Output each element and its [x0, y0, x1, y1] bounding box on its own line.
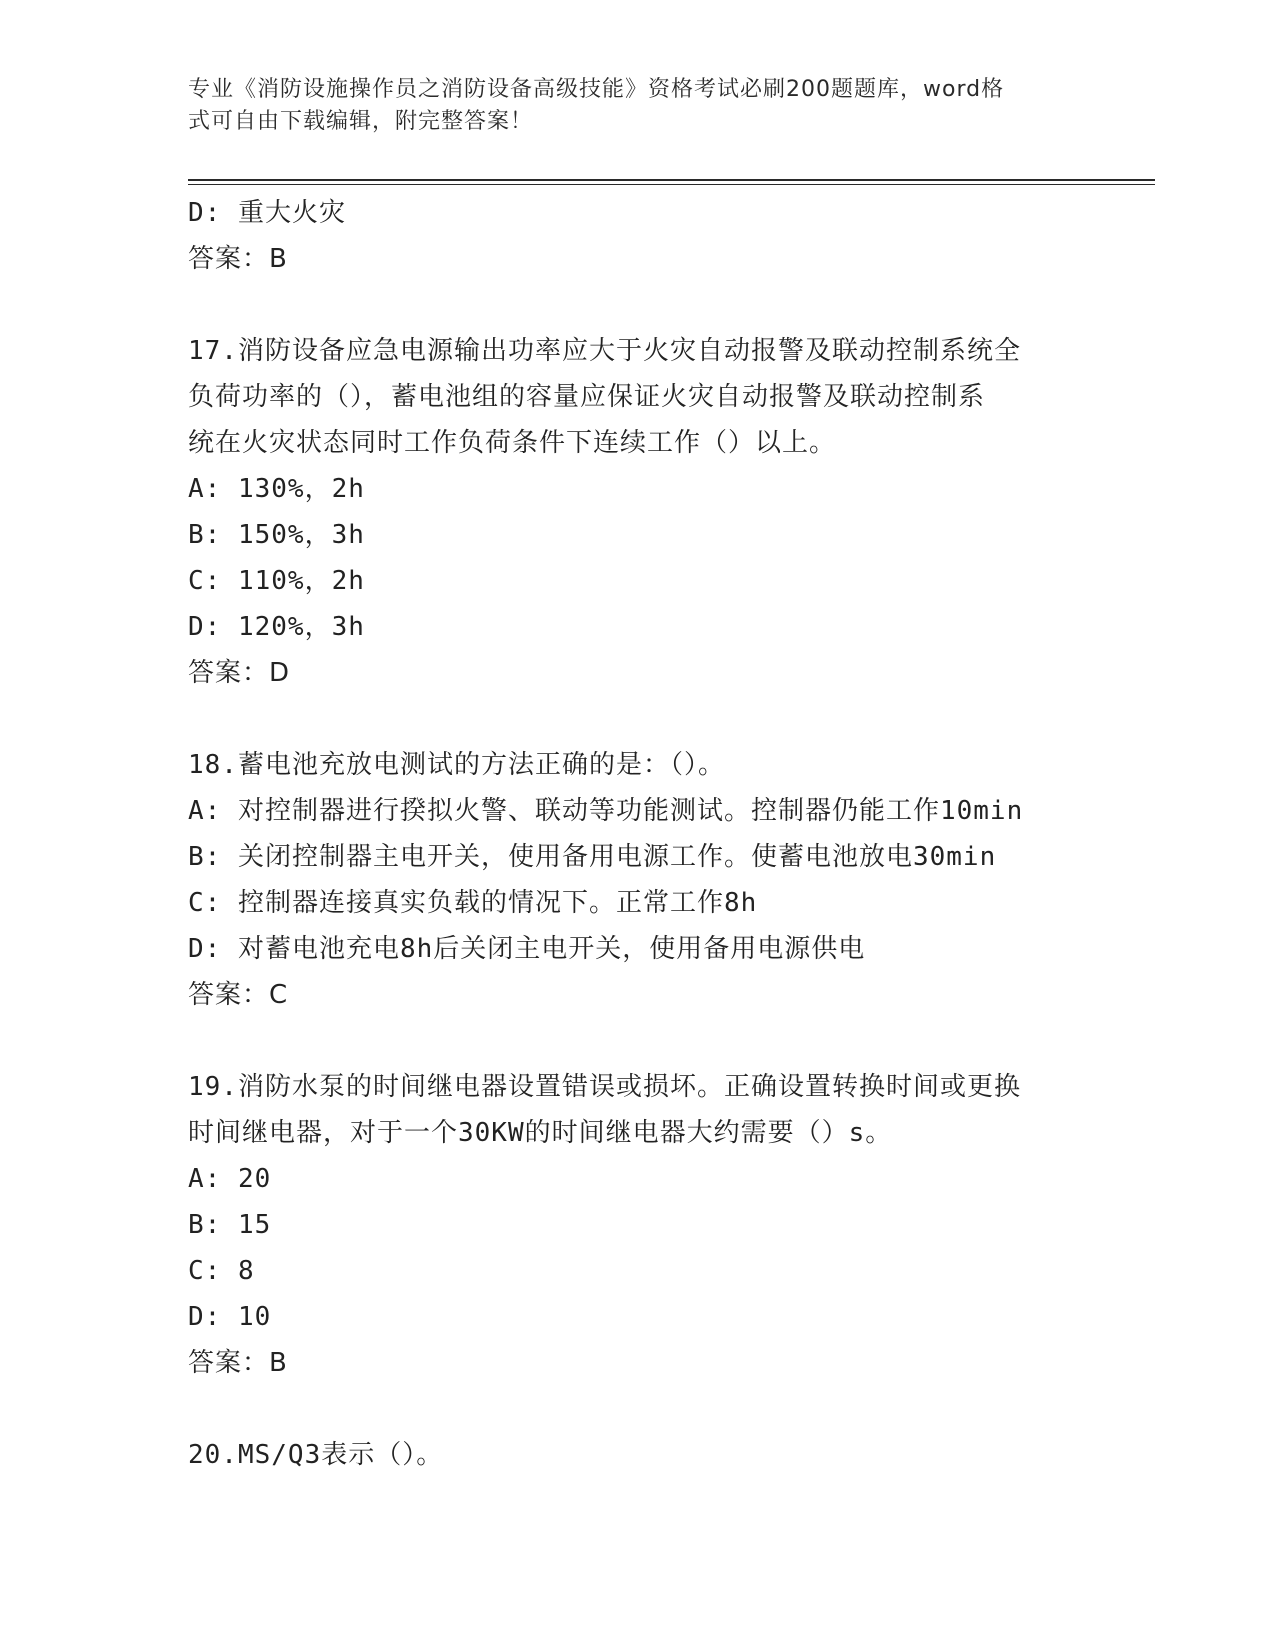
question-18-option-a: A: 对控制器进行揆拟火警、联动等功能测试。控制器仍能工作10min	[188, 796, 1024, 826]
question-18-option-b: B: 关闭控制器主电开关，使用备用电源工作。使蓄电池放电30min	[188, 842, 997, 872]
question-18-answer: 答案：C	[188, 980, 289, 1010]
prev-answer: 答案：B	[188, 244, 288, 274]
question-17-option-c: C: 110%，2h	[188, 566, 365, 596]
question-17-option-a: A: 130%，2h	[188, 474, 365, 504]
header-line-2: 式可自由下载编辑，附完整答案！	[188, 109, 534, 134]
document-header	[188, 74, 1068, 138]
question-17	[188, 328, 1088, 696]
question-18	[188, 742, 1088, 1018]
question-20	[188, 1432, 1088, 1478]
header-rule-thin	[188, 184, 1155, 185]
question-18-option-c: C: 控制器连接真实负载的情况下。正常工作8h	[188, 888, 758, 918]
question-20-text-line-1: 20.MS/Q3表示（）。	[188, 1440, 444, 1470]
prev-option-d: D: 重大火灾	[188, 198, 346, 228]
question-18-text-line-1: 18.蓄电池充放电测试的方法正确的是：（）。	[188, 750, 725, 780]
spacer	[188, 1386, 1088, 1432]
question-17-answer: 答案：D	[188, 658, 291, 688]
question-19-answer: 答案：B	[188, 1348, 288, 1378]
header-rule-thick	[188, 179, 1155, 181]
question-17-text-line-2: 负荷功率的（），蓄电池组的容量应保证火灾自动报警及联动控制系	[188, 382, 986, 412]
header-line-1: 专业《消防设施操作员之消防设备高级技能》资格考试必刷200题题库，word格	[188, 77, 1005, 102]
spacer	[188, 696, 1088, 742]
question-19-option-c: C: 8	[188, 1256, 255, 1286]
question-content	[188, 190, 1088, 1478]
question-19-option-d: D: 10	[188, 1302, 272, 1332]
question-17-text-line-1: 17.消防设备应急电源输出功率应大于火灾自动报警及联动控制系统全	[188, 336, 1021, 366]
spacer	[188, 282, 1088, 328]
question-17-text-line-3: 统在火灾状态同时工作负荷条件下连续工作（）以上。	[188, 428, 837, 458]
question-19-option-b: B: 15	[188, 1210, 272, 1240]
question-19-text-line-1: 19.消防水泵的时间继电器设置错误或损坏。正确设置转换时间或更换	[188, 1072, 1021, 1102]
question-19-option-a: A: 20	[188, 1164, 272, 1194]
question-17-option-d: D: 120%，3h	[188, 612, 365, 642]
question-18-option-d: D: 对蓄电池充电8h后关闭主电开关，使用备用电源供电	[188, 934, 866, 964]
spacer	[188, 1018, 1088, 1064]
question-19	[188, 1064, 1088, 1386]
question-17-option-b: B: 150%，3h	[188, 520, 365, 550]
question-19-text-line-2: 时间继电器，对于一个30KW的时间继电器大约需要（）s。	[188, 1118, 893, 1148]
